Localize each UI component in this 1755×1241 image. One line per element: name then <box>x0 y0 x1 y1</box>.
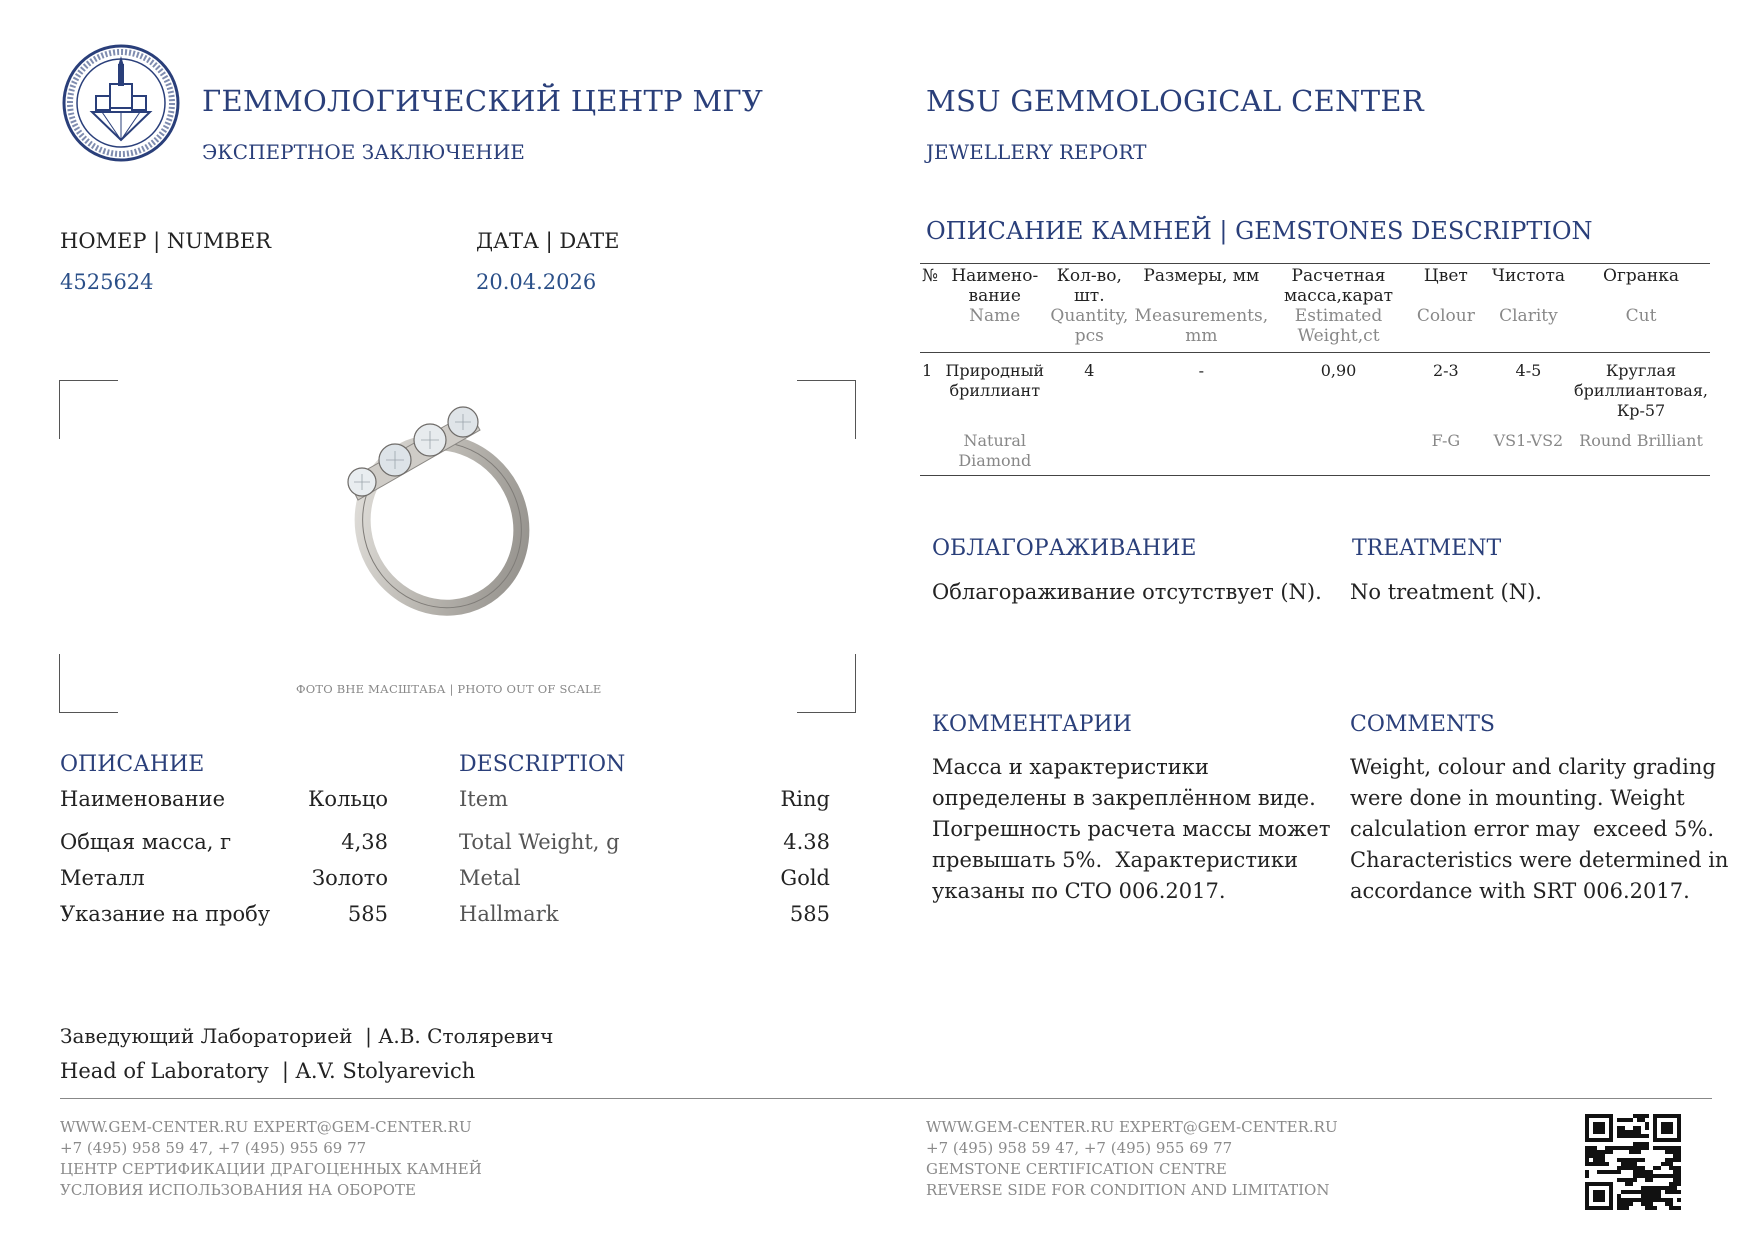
footer-line: WWW.GEM-CENTER.RU EXPERT@GEM-CENTER.RU <box>60 1118 472 1136</box>
comment-line: определены в закреплённом виде. <box>932 786 1316 810</box>
comments-ru-heading: КОММЕНТАРИИ <box>932 712 1132 737</box>
desc-en-label: Hallmark <box>459 902 559 926</box>
gemstones-heading: ОПИСАНИЕ КАМНЕЙ | GEMSTONES DESCRIPTION <box>926 217 1593 245</box>
col-header: Цвет <box>1423 266 1468 286</box>
treatment-ru-heading: ОБЛАГОРАЖИВАНИЕ <box>932 536 1197 561</box>
comment-line: превышать 5%. Характеристики <box>932 848 1299 872</box>
desc-ru-value: Кольцо <box>308 787 388 811</box>
comments-ru-text <box>932 752 1330 907</box>
table-cell: 4 <box>1084 361 1095 380</box>
table-header-en <box>920 306 1710 353</box>
table-cell: 0,90 <box>1320 361 1357 380</box>
comment-line: Characteristics were determined in <box>1350 848 1729 872</box>
desc-ru-label: Указание на пробу <box>60 902 271 926</box>
table-cell: 4-5 <box>1515 361 1542 380</box>
report-date: 20.04.2026 <box>476 270 597 294</box>
footer-line: WWW.GEM-CENTER.RU EXPERT@GEM-CENTER.RU <box>926 1118 1338 1136</box>
col-header: Name <box>943 306 1046 353</box>
col-header: Чистота <box>1491 266 1565 286</box>
footer-line: +7 (495) 958 59 47, +7 (495) 955 69 77 <box>60 1139 367 1157</box>
col-header: Clarity <box>1485 306 1572 353</box>
col-header: Кол-во, шт. <box>1056 266 1122 306</box>
table-cell <box>920 421 943 476</box>
table-row <box>920 421 1710 476</box>
footer-en <box>926 1117 1338 1201</box>
treatment-en-text: No treatment (N). <box>1350 580 1542 604</box>
col-header: Размеры, мм <box>1143 266 1260 286</box>
footer-line: +7 (495) 958 59 47, +7 (495) 955 69 77 <box>926 1139 1233 1157</box>
desc-ru-value: 4,38 <box>341 830 388 854</box>
number-label: НОМЕР | NUMBER <box>60 229 272 253</box>
desc-en-value: Gold <box>780 866 830 890</box>
desc-en-label: Total Weight, g <box>459 830 620 854</box>
footer-line: REVERSE SIDE FOR CONDITION AND LIMITATION <box>926 1181 1330 1199</box>
footer-ru <box>60 1117 482 1201</box>
en-title: MSU GEMMOLOGICAL CENTER <box>926 84 1424 118</box>
footer-line: GEMSTONE CERTIFICATION CENTRE <box>926 1160 1227 1178</box>
table-cell <box>1270 421 1407 476</box>
comment-line: Погрешность расчета массы может <box>932 817 1331 841</box>
ru-subtitle: ЭКСПЕРТНОЕ ЗАКЛЮЧЕНИЕ <box>202 140 525 164</box>
description-ru-heading: ОПИСАНИЕ <box>60 752 205 777</box>
table-cell <box>1046 421 1132 476</box>
table-cell: F-G <box>1431 431 1461 450</box>
comment-line: calculation error may exceed 5%. <box>1350 817 1715 841</box>
col-header: Colour <box>1407 306 1485 353</box>
desc-en-label: Metal <box>459 866 521 890</box>
col-header: Cut <box>1572 306 1710 353</box>
comment-line: accordance with SRT 006.2017. <box>1350 879 1690 903</box>
desc-en-value: Ring <box>780 787 830 811</box>
date-label: ДАТА | DATE <box>476 229 620 253</box>
report-number: 4525624 <box>60 270 154 294</box>
col-header: Measurements, mm <box>1133 306 1271 353</box>
col-header: № <box>922 266 939 286</box>
gemstones-table <box>920 263 1710 476</box>
desc-ru-value: 585 <box>347 902 388 926</box>
comment-line: указаны по СТО 006.2017. <box>932 879 1226 903</box>
ru-title: ГЕММОЛОГИЧЕСКИЙ ЦЕНТР МГУ <box>202 84 764 118</box>
footer-divider <box>60 1098 1712 1099</box>
table-cell: VS1-VS2 <box>1493 431 1564 450</box>
table-header-ru <box>920 264 1710 307</box>
treatment-en-heading: TREATMENT <box>1352 536 1502 561</box>
desc-en-label: Item <box>459 787 509 811</box>
msu-seal-icon <box>62 44 180 162</box>
col-header: Огранка <box>1603 266 1679 286</box>
table-cell: 2-3 <box>1432 361 1459 380</box>
table-cell <box>1133 421 1271 476</box>
col-header <box>920 306 943 353</box>
table-cell: Природный бриллиант <box>945 361 1045 400</box>
table-cell: - <box>1198 361 1205 380</box>
desc-ru-label: Общая масса, г <box>60 830 232 854</box>
en-subtitle: JEWELLERY REPORT <box>926 140 1147 164</box>
table-row <box>920 353 1710 422</box>
photo-frame-corner <box>59 654 118 713</box>
comment-line: were done in mounting. Weight <box>1350 786 1685 810</box>
col-header: Наимено-вание <box>951 266 1039 306</box>
photo-frame-corner <box>797 380 856 439</box>
comment-line: Масса и характеристики <box>932 755 1209 779</box>
qr-code-icon <box>1585 1114 1681 1210</box>
comments-en-text <box>1350 752 1728 907</box>
table-cell: Natural Diamond <box>958 431 1032 470</box>
comments-en-heading: COMMENTS <box>1350 712 1495 737</box>
desc-ru-label: Наименование <box>60 787 225 811</box>
desc-en-value: 585 <box>789 902 830 926</box>
ring-photo <box>330 400 550 620</box>
photo-caption: ФОТО ВНЕ МАСШТАБА | PHOTO OUT OF SCALE <box>296 682 602 696</box>
signature-en: Head of Laboratory | A.V. Stolyarevich <box>60 1059 476 1083</box>
description-en-heading: DESCRIPTION <box>459 752 626 777</box>
footer-line: УСЛОВИЯ ИСПОЛЬЗОВАНИЯ НА ОБОРОТЕ <box>60 1181 416 1199</box>
signature-ru: Заведующий Лабораторией | А.В. Столяревич <box>60 1024 554 1048</box>
treatment-ru-text: Облагораживание отсутствует (N). <box>932 580 1322 604</box>
footer-line: ЦЕНТР СЕРТИФИКАЦИИ ДРАГОЦЕННЫХ КАМНЕЙ <box>60 1160 482 1178</box>
photo-frame-corner <box>59 380 118 439</box>
table-cell: Круглая бриллиантовая, Кр-57 <box>1574 361 1708 420</box>
desc-ru-label: Металл <box>60 866 145 890</box>
desc-en-value: 4.38 <box>783 830 830 854</box>
col-header: Расчетная масса,карат <box>1283 266 1394 306</box>
table-cell: 1 <box>922 361 933 380</box>
desc-ru-value: Золото <box>312 866 388 890</box>
col-header: Estimated Weight,ct <box>1270 306 1407 353</box>
col-header: Quantity, pcs <box>1046 306 1132 353</box>
photo-frame-corner <box>797 654 856 713</box>
comment-line: Weight, colour and clarity grading <box>1350 755 1716 779</box>
table-cell: Round Brilliant <box>1579 431 1703 450</box>
